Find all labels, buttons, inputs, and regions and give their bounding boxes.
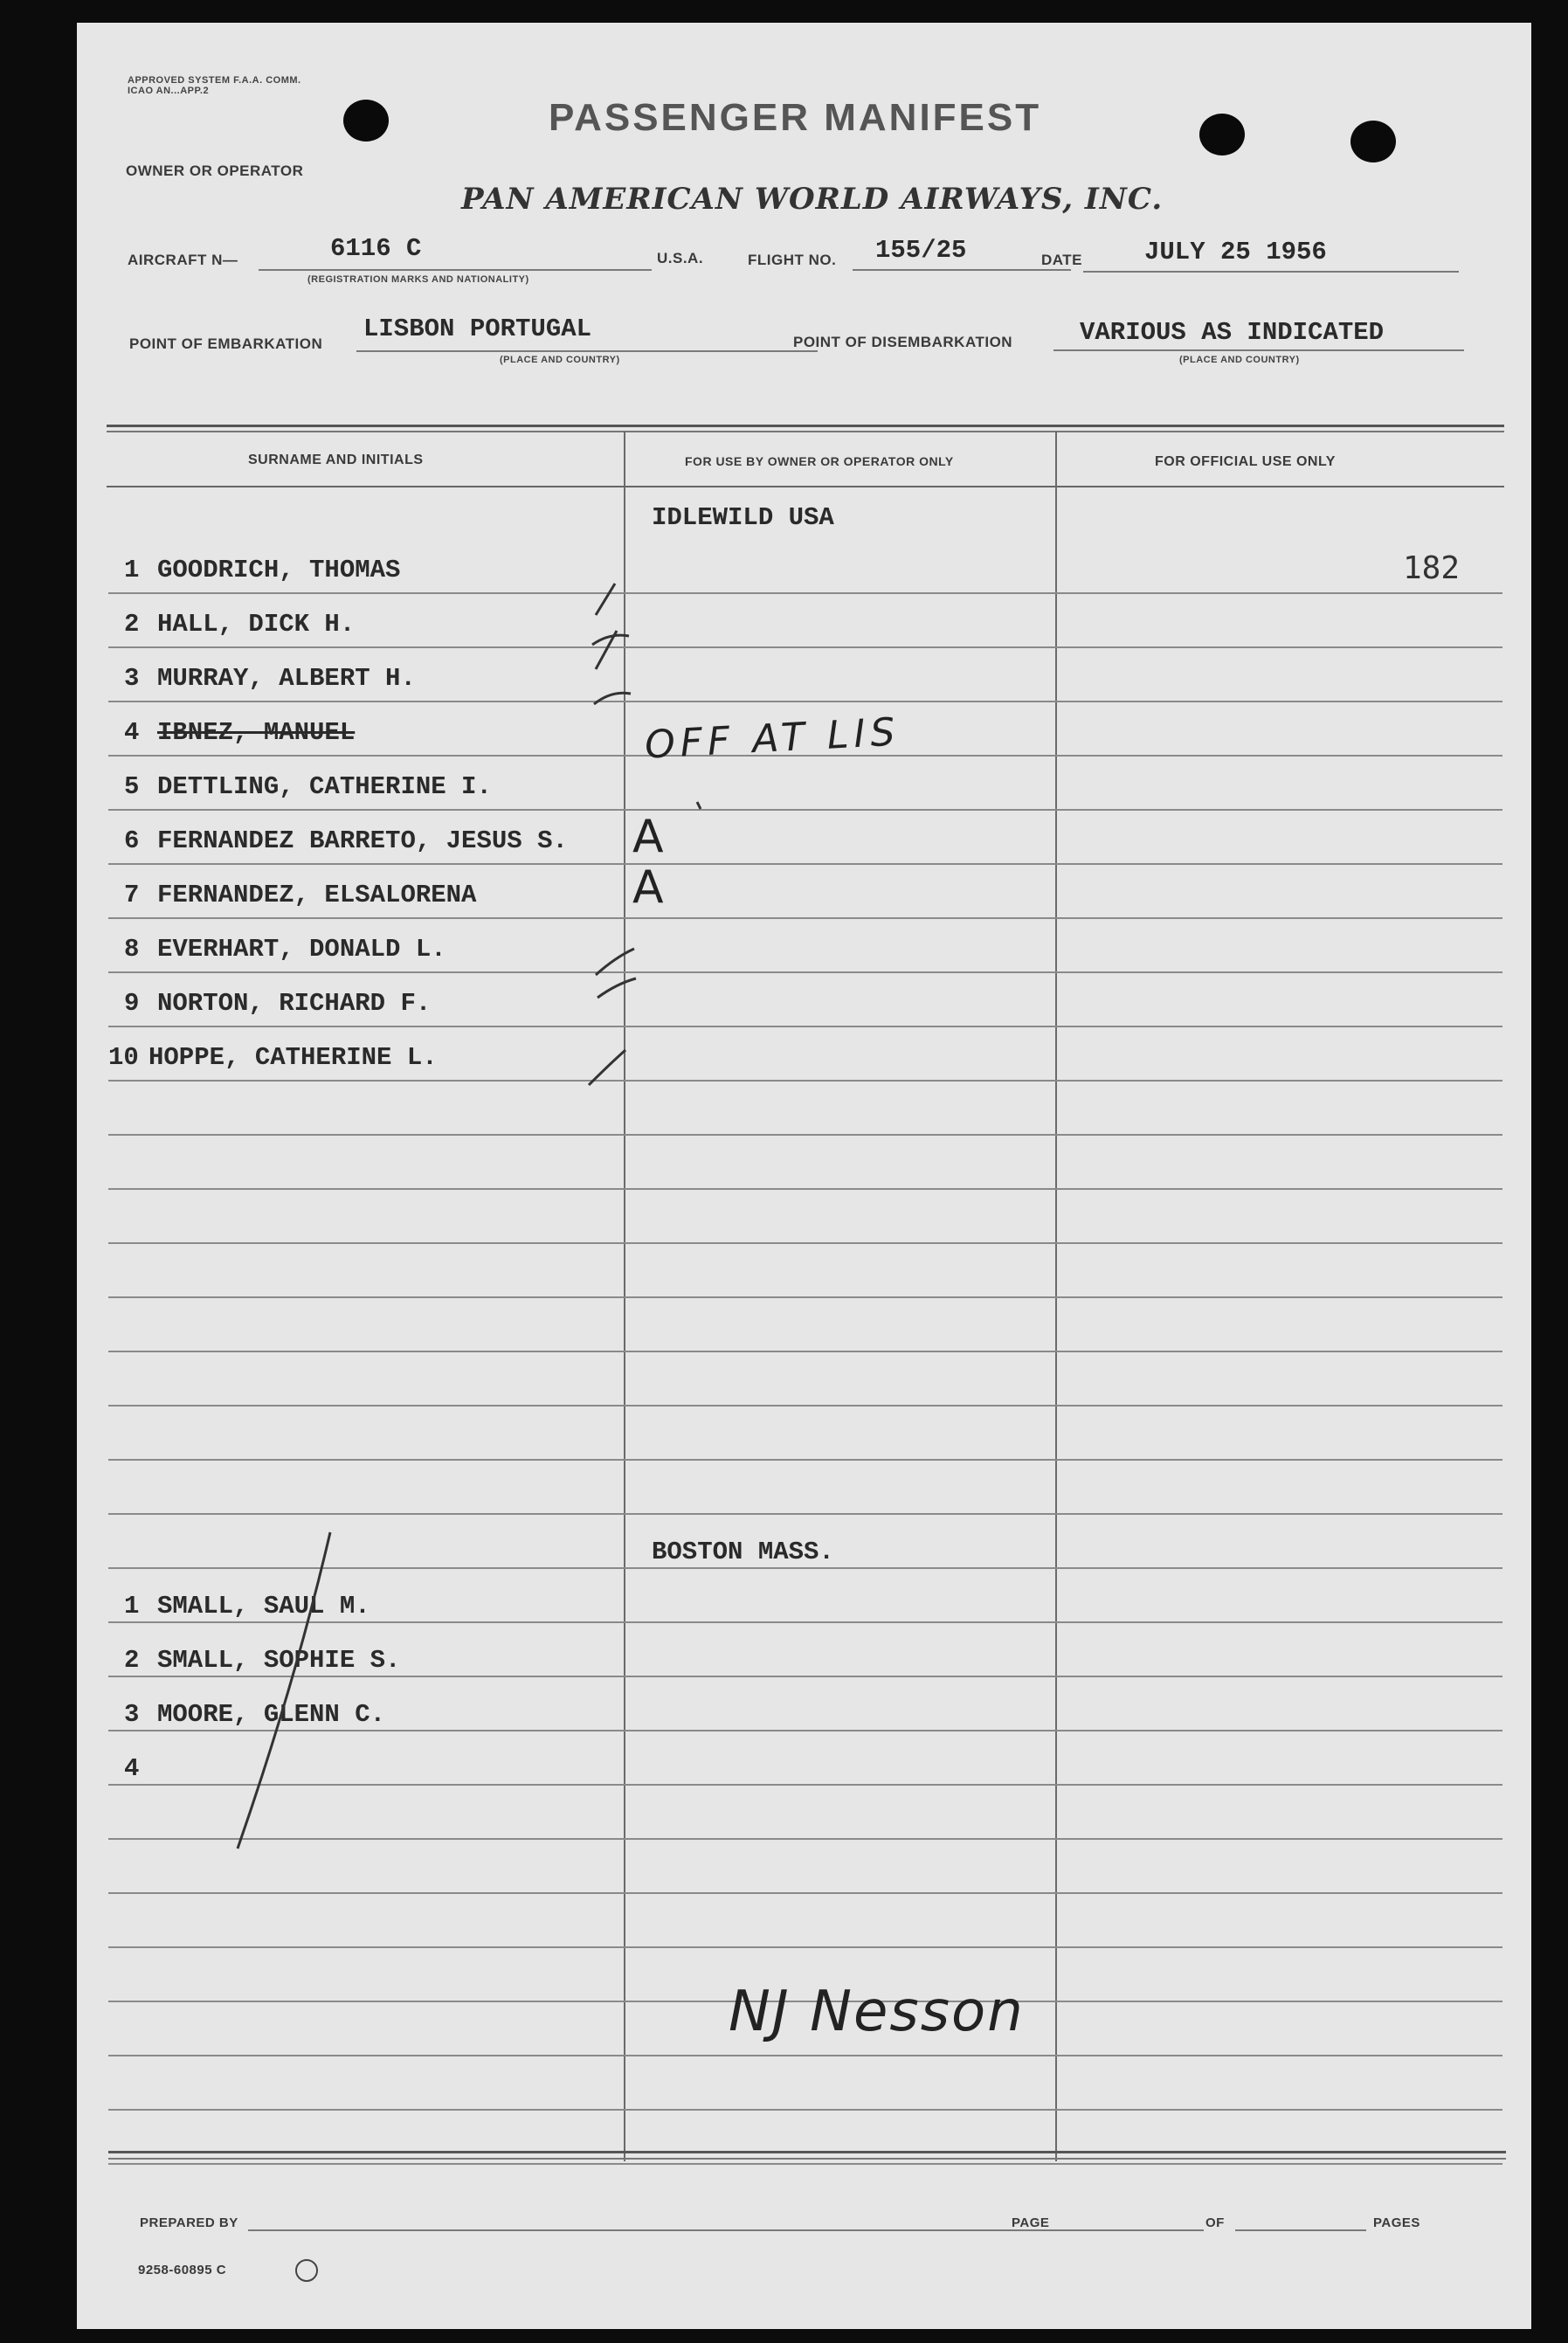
column-header-surname: SURNAME AND INITIALS xyxy=(248,453,424,467)
ruled-line xyxy=(108,2055,1502,2056)
embark-label: POINT OF EMBARKATION xyxy=(129,335,323,352)
ruled-line xyxy=(108,2163,1502,2165)
flight-value: 155/25 xyxy=(875,236,967,265)
pages-label: PAGES xyxy=(1373,2215,1420,2230)
ruled-line xyxy=(108,646,1502,648)
aircraft-underline xyxy=(259,269,652,271)
passenger-number: 8 xyxy=(124,935,140,964)
flight-label: FLIGHT NO. xyxy=(748,252,837,268)
embark-underline xyxy=(356,350,818,352)
passenger-number: 2 xyxy=(124,1646,140,1675)
passenger-number: 7 xyxy=(124,881,140,909)
passenger-number: 4 xyxy=(124,718,140,747)
owner-value: PAN AMERICAN WORLD AIRWAYS, INC. xyxy=(461,182,1164,217)
handwritten-a-mark: A xyxy=(632,811,664,863)
passenger-number: 1 xyxy=(124,556,140,584)
prepared-by-label: PREPARED BY xyxy=(140,2215,238,2230)
ruled-line xyxy=(108,863,1502,865)
passenger-name: MURRAY, ALBERT H. xyxy=(157,664,416,693)
column-header-official: FOR OFFICIAL USE ONLY xyxy=(1155,454,1336,469)
date-underline xyxy=(1083,271,1459,273)
handwritten-a-mark: A xyxy=(632,861,664,914)
passenger-name: HOPPE, CATHERINE L. xyxy=(149,1043,438,1072)
page-label: PAGE xyxy=(1012,2215,1050,2230)
table-bottom-rule-2 xyxy=(108,2158,1506,2160)
handwritten-slash-mark xyxy=(234,1508,356,1875)
ruled-line xyxy=(108,1459,1502,1461)
table-header-rule xyxy=(107,486,1504,487)
embark-sublabel: (PLACE AND COUNTRY) xyxy=(500,355,620,365)
table-top-rule xyxy=(107,425,1504,427)
usa-label: U.S.A. xyxy=(657,250,704,266)
passenger-name: FERNANDEZ, ELSALORENA xyxy=(157,881,477,909)
passenger-number: 3 xyxy=(124,1700,140,1729)
section1-destination: IDLEWILD USA xyxy=(652,503,834,532)
punch-hole xyxy=(343,100,389,142)
ruled-line xyxy=(108,1188,1502,1190)
date-label: DATE xyxy=(1041,252,1083,268)
passenger-name: IBNEZ, MANUEL xyxy=(157,718,356,747)
passenger-number: 1 xyxy=(124,1592,140,1621)
passenger-number: 5 xyxy=(124,772,140,801)
approval-stamp: APPROVED SYSTEM F.A.A. COMM. ICAO AN...APP.2 xyxy=(128,75,301,96)
ruled-line xyxy=(108,1080,1502,1082)
of-line xyxy=(1235,2229,1366,2231)
ruled-line xyxy=(108,1405,1502,1406)
aircraft-sublabel: (REGISTRATION MARKS AND NATIONALITY) xyxy=(307,274,529,285)
passenger-number: 6 xyxy=(124,826,140,855)
passenger-number: 2 xyxy=(124,610,140,639)
passenger-name: MOORE, GLENN C. xyxy=(157,1700,386,1729)
passenger-number: 9 xyxy=(124,989,140,1018)
disembark-value: VARIOUS AS INDICATED xyxy=(1080,318,1385,347)
date-value: JULY 25 1956 xyxy=(1144,238,1327,266)
column-header-operator: FOR USE BY OWNER OR OPERATOR ONLY xyxy=(685,454,954,468)
ruled-line xyxy=(108,971,1502,973)
section2-destination: BOSTON MASS. xyxy=(652,1538,834,1566)
disembark-underline xyxy=(1053,349,1464,351)
ruled-line xyxy=(108,1296,1502,1298)
passenger-name: SMALL, SAUL M. xyxy=(157,1592,370,1621)
passenger-name: SMALL, SOPHIE S. xyxy=(157,1646,401,1675)
manifest-sheet xyxy=(77,23,1531,2329)
owner-label: OWNER OR OPERATOR xyxy=(126,162,304,179)
embark-value: LISBON PORTUGAL xyxy=(363,314,592,343)
page-line xyxy=(1064,2229,1204,2231)
punch-hole xyxy=(1350,121,1396,162)
aircraft-value: 6116 C xyxy=(330,234,422,263)
form-number: 9258-60895 C xyxy=(138,2263,227,2277)
disembark-sublabel: (PLACE AND COUNTRY) xyxy=(1179,355,1300,365)
ruled-line xyxy=(108,1134,1502,1136)
union-bug-icon xyxy=(295,2259,318,2282)
ruled-line xyxy=(108,1242,1502,1244)
passenger-name: NORTON, RICHARD F. xyxy=(157,989,432,1018)
passenger-number: 4 xyxy=(124,1754,140,1783)
passenger-number: 10 xyxy=(108,1043,139,1072)
ruled-line xyxy=(108,917,1502,919)
signature: NJ Nesson xyxy=(729,1980,1025,2044)
punch-hole xyxy=(1199,114,1245,156)
passenger-number: 3 xyxy=(124,664,140,693)
ruled-line xyxy=(108,1946,1502,1948)
ruled-line xyxy=(108,1892,1502,1894)
flight-underline xyxy=(853,269,1071,271)
prepared-by-line xyxy=(248,2229,1088,2231)
ruled-line xyxy=(108,2109,1502,2111)
ruled-line xyxy=(108,701,1502,702)
page-title: PASSENGER MANIFEST xyxy=(549,96,1042,139)
table-top-rule-2 xyxy=(107,431,1504,432)
handwritten-annotation: OFF AT LIS xyxy=(643,709,901,768)
table-bottom-rule xyxy=(108,2151,1506,2153)
ruled-line xyxy=(108,1026,1502,1027)
passenger-name: HALL, DICK H. xyxy=(157,610,356,639)
passenger-name: GOODRICH, THOMAS xyxy=(157,556,401,584)
passenger-name: FERNANDEZ BARRETO, JESUS S. xyxy=(157,826,568,855)
disembark-label: POINT OF DISEMBARKATION xyxy=(793,334,1013,350)
ruled-line xyxy=(108,1351,1502,1352)
of-label: OF xyxy=(1205,2215,1225,2230)
ruled-line xyxy=(108,592,1502,594)
official-count: 182 xyxy=(1403,550,1461,586)
passenger-name: EVERHART, DONALD L. xyxy=(157,935,446,964)
ruled-line xyxy=(108,809,1502,811)
passenger-name: DETTLING, CATHERINE I. xyxy=(157,772,492,801)
handwritten-check-marks xyxy=(584,547,758,1158)
aircraft-label: AIRCRAFT N— xyxy=(128,252,238,268)
